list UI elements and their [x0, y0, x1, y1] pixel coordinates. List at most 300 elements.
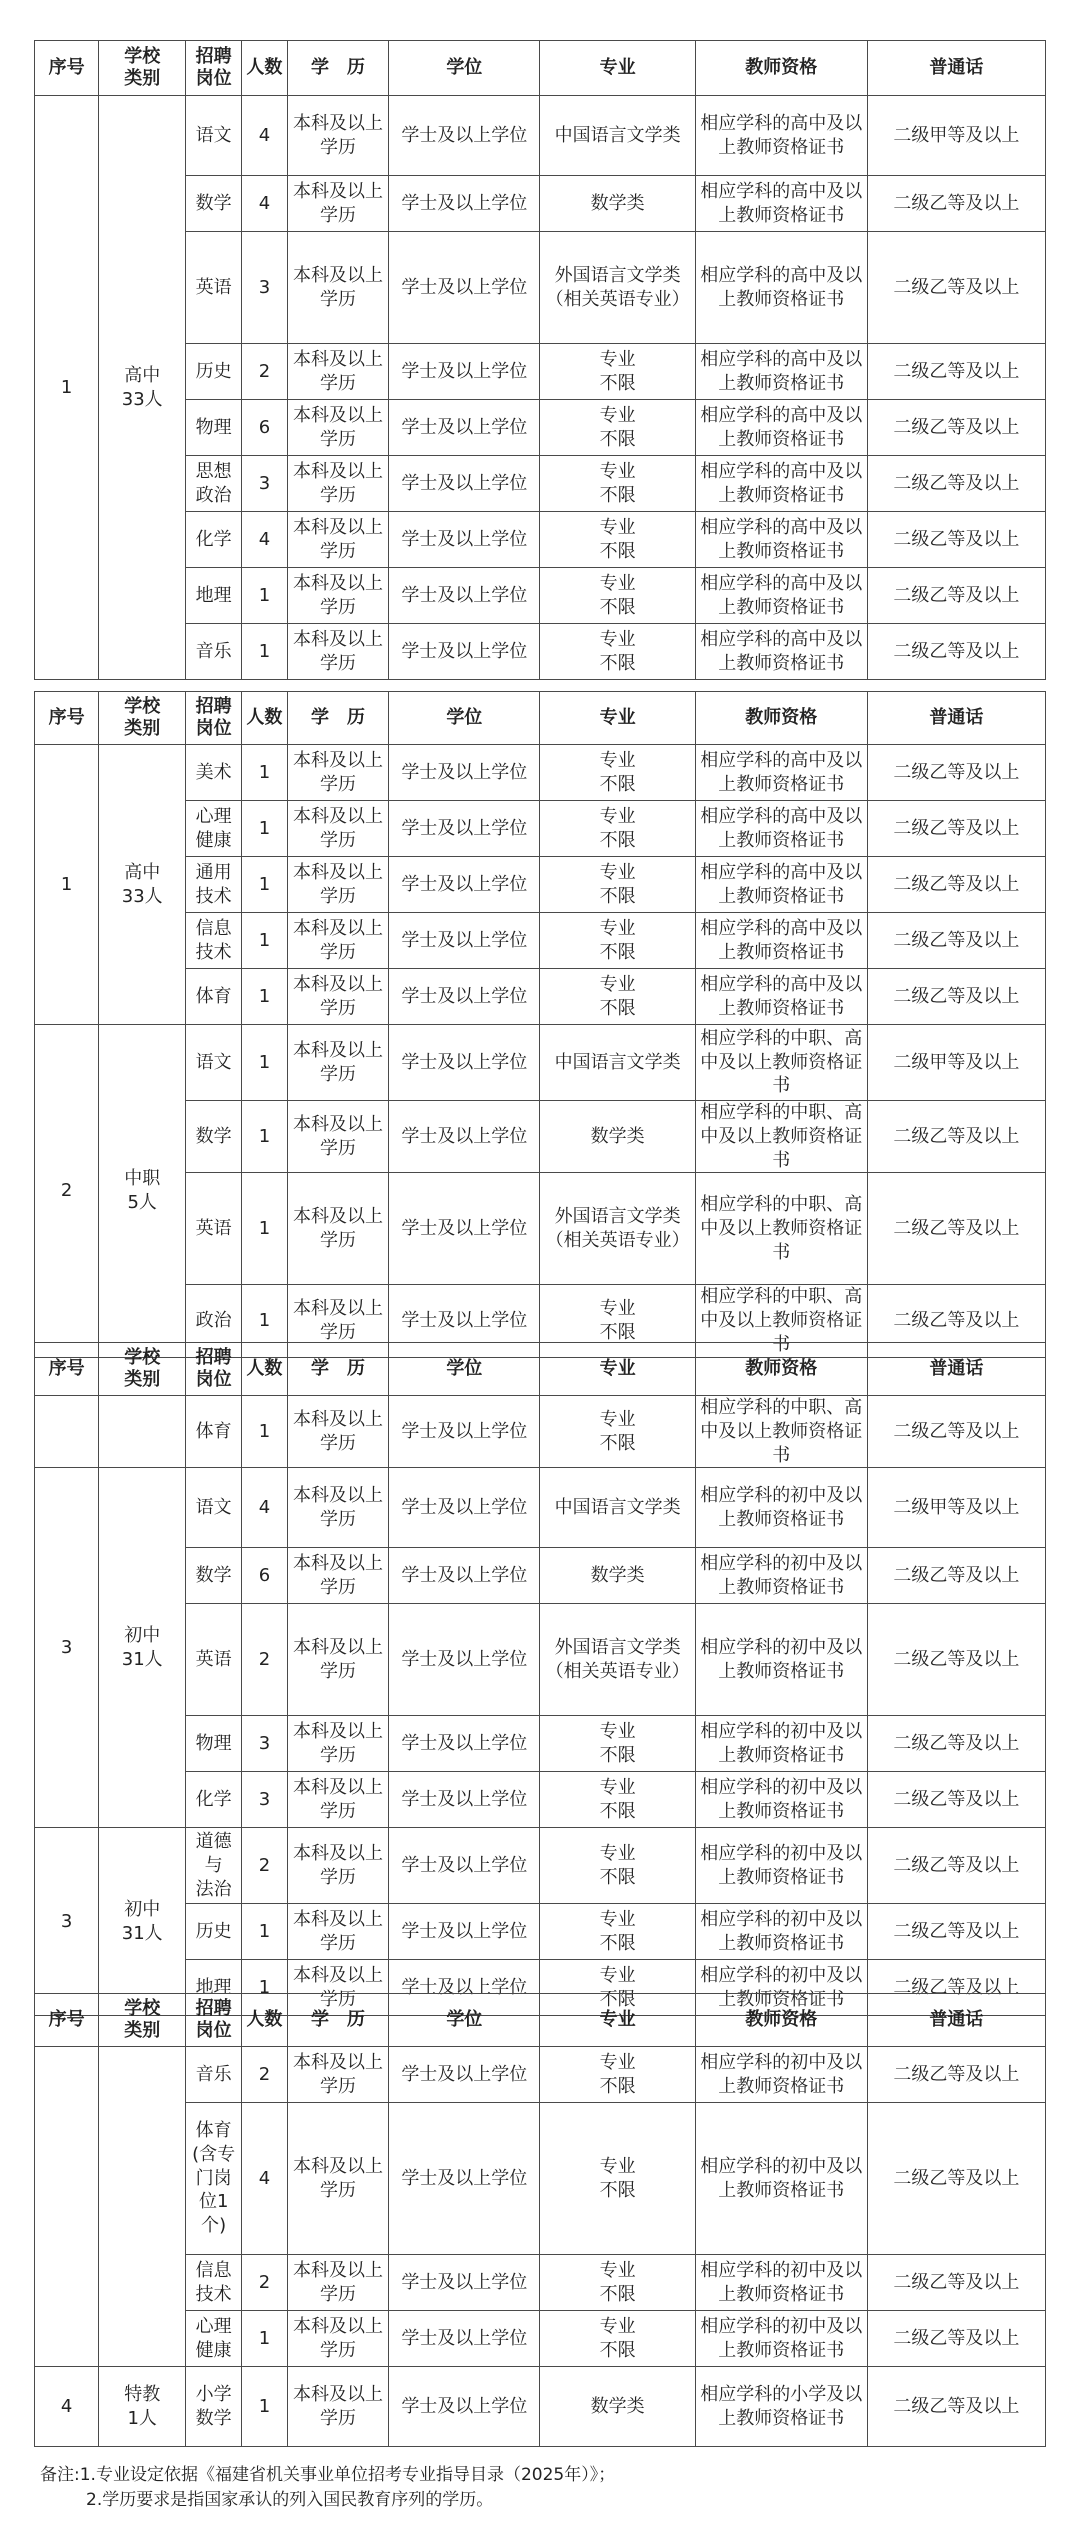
col-education-header: 学 历: [287, 1994, 389, 2047]
degree-cell: 学士及以上学位: [389, 913, 540, 969]
education-cell: 本科及以上学历: [287, 1716, 389, 1772]
certificate-cell: 相应学科的初中及以上教师资格证书: [695, 1468, 867, 1548]
certificate-cell: 相应学科的高中及以上教师资格证书: [695, 913, 867, 969]
certificate-cell: 相应学科的高中及以上教师资格证书: [695, 344, 867, 400]
table-row: [35, 1716, 1046, 1772]
count-cell: 6: [242, 400, 288, 456]
count-cell: 1: [242, 2311, 288, 2367]
education-cell: 本科及以上学历: [287, 624, 389, 680]
post-cell: 英语: [186, 1604, 242, 1716]
mandarin-cell: 二级甲等及以上: [867, 96, 1045, 176]
count-cell: 1: [242, 1960, 288, 2016]
post-cell: 体育: [186, 1396, 242, 1468]
education-cell: 本科及以上学历: [287, 232, 389, 344]
count-cell: 4: [242, 1468, 288, 1548]
mandarin-cell: 二级乙等及以上: [867, 1548, 1045, 1604]
certificate-cell: 相应学科的高中及以上教师资格证书: [695, 176, 867, 232]
major-cell: 专业 不限: [540, 1828, 695, 1904]
post-cell: 政治: [186, 1285, 242, 1357]
certificate-cell: 相应学科的初中及以上教师资格证书: [695, 2255, 867, 2311]
post-cell: 体育(含专门岗位1个): [186, 2103, 242, 2255]
mandarin-cell: 二级乙等及以上: [867, 2367, 1045, 2447]
degree-cell: 学士及以上学位: [389, 624, 540, 680]
major-cell: 数学类: [540, 2367, 695, 2447]
education-cell: 本科及以上学历: [287, 1285, 389, 1357]
count-cell: 2: [242, 2047, 288, 2103]
table-row: [35, 2311, 1046, 2367]
certificate-cell: 相应学科的中职、高中及以上教师资格证书: [695, 1173, 867, 1285]
degree-cell: 学士及以上学位: [389, 512, 540, 568]
post-cell: 信息技术: [186, 913, 242, 969]
count-cell: 3: [242, 1772, 288, 1828]
post-cell: 地理: [186, 568, 242, 624]
school-type-cell: 初中 31人: [99, 1468, 186, 1828]
degree-cell: 学士及以上学位: [389, 1173, 540, 1285]
col-mandarin-header: 普通话: [867, 1343, 1045, 1396]
col-seq-header: 序号: [35, 1994, 99, 2047]
post-cell: 音乐: [186, 2047, 242, 2103]
major-cell: 数学类: [540, 1548, 695, 1604]
note-line-1: 备注:1.专业设定依据《福建省机关事业单位招考专业指导目录（2025年）》；: [40, 2465, 616, 2485]
post-cell: 物理: [186, 400, 242, 456]
certificate-cell: 相应学科的初中及以上教师资格证书: [695, 2047, 867, 2103]
count-cell: 4: [242, 96, 288, 176]
mandarin-cell: 二级乙等及以上: [867, 1173, 1045, 1285]
degree-cell: 学士及以上学位: [389, 2255, 540, 2311]
certificate-cell: 相应学科的高中及以上教师资格证书: [695, 857, 867, 913]
table-section: [34, 691, 1046, 1358]
certificate-cell: 相应学科的高中及以上教师资格证书: [695, 745, 867, 801]
table-row: [35, 857, 1046, 913]
seq-cell: 2: [35, 1025, 99, 1358]
table-row: [35, 1101, 1046, 1173]
certificate-cell: 相应学科的高中及以上教师资格证书: [695, 232, 867, 344]
major-cell: 中国语言文学类: [540, 96, 695, 176]
table-row: [35, 512, 1046, 568]
table-row: [35, 568, 1046, 624]
count-cell: 6: [242, 1548, 288, 1604]
major-cell: 专业 不限: [540, 1396, 695, 1468]
col-degree-header: 学位: [389, 41, 540, 96]
mandarin-cell: 二级乙等及以上: [867, 344, 1045, 400]
certificate-cell: 相应学科的高中及以上教师资格证书: [695, 400, 867, 456]
post-cell: 音乐: [186, 624, 242, 680]
education-cell: 本科及以上学历: [287, 913, 389, 969]
table-section: [34, 40, 1046, 680]
table-row: [35, 745, 1046, 801]
count-cell: 1: [242, 913, 288, 969]
post-cell: 小学数学: [186, 2367, 242, 2447]
count-cell: 1: [242, 1173, 288, 1285]
count-cell: 1: [242, 568, 288, 624]
degree-cell: 学士及以上学位: [389, 2103, 540, 2255]
post-cell: 化学: [186, 1772, 242, 1828]
post-cell: 语文: [186, 1025, 242, 1101]
mandarin-cell: 二级乙等及以上: [867, 969, 1045, 1025]
degree-cell: 学士及以上学位: [389, 969, 540, 1025]
education-cell: 本科及以上学历: [287, 400, 389, 456]
col-seq-header: 序号: [35, 1343, 99, 1396]
major-cell: 专业 不限: [540, 801, 695, 857]
table-row: [35, 2047, 1046, 2103]
education-cell: 本科及以上学历: [287, 857, 389, 913]
education-cell: 本科及以上学历: [287, 1604, 389, 1716]
education-cell: 本科及以上学历: [287, 1025, 389, 1101]
col-school-type-header: 学校 类别: [99, 1343, 186, 1396]
mandarin-cell: 二级乙等及以上: [867, 745, 1045, 801]
degree-cell: 学士及以上学位: [389, 1604, 540, 1716]
footnote: [40, 2463, 615, 2513]
table-row: [35, 1025, 1046, 1101]
certificate-cell: 相应学科的初中及以上教师资格证书: [695, 1548, 867, 1604]
table-row: [35, 969, 1046, 1025]
post-cell: 物理: [186, 1716, 242, 1772]
education-cell: 本科及以上学历: [287, 969, 389, 1025]
table-row: [35, 1468, 1046, 1548]
mandarin-cell: 二级乙等及以上: [867, 176, 1045, 232]
certificate-cell: 相应学科的初中及以上教师资格证书: [695, 1960, 867, 2016]
certificate-cell: 相应学科的初中及以上教师资格证书: [695, 1904, 867, 1960]
degree-cell: 学士及以上学位: [389, 857, 540, 913]
count-cell: 1: [242, 1101, 288, 1173]
post-cell: 道德与 法治: [186, 1828, 242, 1904]
count-cell: 3: [242, 456, 288, 512]
education-cell: 本科及以上学历: [287, 1772, 389, 1828]
major-cell: 专业 不限: [540, 2311, 695, 2367]
post-cell: 信息 技术: [186, 2255, 242, 2311]
post-cell: 历史: [186, 1904, 242, 1960]
seq-cell: 3: [35, 1468, 99, 1828]
education-cell: 本科及以上学历: [287, 1468, 389, 1548]
table-row: [35, 344, 1046, 400]
degree-cell: 学士及以上学位: [389, 232, 540, 344]
school-type-cell: [99, 1396, 186, 1468]
col-post-header: 招聘 岗位: [186, 692, 242, 745]
mandarin-cell: 二级甲等及以上: [867, 1025, 1045, 1101]
col-count-header: 人数: [242, 692, 288, 745]
table-row: [35, 456, 1046, 512]
table-row: [35, 232, 1046, 344]
degree-cell: 学士及以上学位: [389, 1772, 540, 1828]
certificate-cell: 相应学科的中职、高中及以上教师资格证书: [695, 1025, 867, 1101]
mandarin-cell: 二级乙等及以上: [867, 2311, 1045, 2367]
table-row: [35, 2255, 1046, 2311]
school-type-cell: [99, 2047, 186, 2367]
mandarin-cell: 二级乙等及以上: [867, 913, 1045, 969]
col-education-header: 学 历: [287, 1343, 389, 1396]
degree-cell: 学士及以上学位: [389, 568, 540, 624]
certificate-cell: 相应学科的高中及以上教师资格证书: [695, 96, 867, 176]
major-cell: 专业 不限: [540, 2103, 695, 2255]
table-section: [34, 1342, 1046, 2016]
mandarin-cell: 二级乙等及以上: [867, 400, 1045, 456]
seq-cell: 1: [35, 96, 99, 680]
major-cell: 中国语言文学类: [540, 1025, 695, 1101]
education-cell: 本科及以上学历: [287, 1396, 389, 1468]
count-cell: 1: [242, 745, 288, 801]
mandarin-cell: 二级乙等及以上: [867, 1828, 1045, 1904]
post-cell: 体育: [186, 969, 242, 1025]
education-cell: 本科及以上学历: [287, 344, 389, 400]
education-cell: 本科及以上学历: [287, 801, 389, 857]
seq-cell: 4: [35, 2367, 99, 2447]
education-cell: 本科及以上学历: [287, 1101, 389, 1173]
degree-cell: 学士及以上学位: [389, 400, 540, 456]
col-school-type-header: 学校 类别: [99, 1994, 186, 2047]
degree-cell: 学士及以上学位: [389, 745, 540, 801]
count-cell: 4: [242, 512, 288, 568]
major-cell: 中国语言文学类: [540, 1468, 695, 1548]
table-row: [35, 2103, 1046, 2255]
major-cell: 专业 不限: [540, 2255, 695, 2311]
major-cell: 专业 不限: [540, 1960, 695, 2016]
seq-cell: 1: [35, 745, 99, 1025]
post-cell: 英语: [186, 232, 242, 344]
count-cell: 2: [242, 344, 288, 400]
col-school-type-header: 学校 类别: [99, 692, 186, 745]
major-cell: 专业 不限: [540, 1285, 695, 1357]
col-major-header: 专业: [540, 41, 695, 96]
post-cell: 心理 健康: [186, 2311, 242, 2367]
count-cell: 4: [242, 176, 288, 232]
post-cell: 思想 政治: [186, 456, 242, 512]
certificate-cell: 相应学科的初中及以上教师资格证书: [695, 1828, 867, 1904]
certificate-cell: 相应学科的初中及以上教师资格证书: [695, 1604, 867, 1716]
mandarin-cell: 二级乙等及以上: [867, 1772, 1045, 1828]
col-mandarin-header: 普通话: [867, 1994, 1045, 2047]
major-cell: 专业 不限: [540, 969, 695, 1025]
major-cell: 专业 不限: [540, 913, 695, 969]
mandarin-cell: 二级乙等及以上: [867, 1904, 1045, 1960]
mandarin-cell: 二级乙等及以上: [867, 512, 1045, 568]
degree-cell: 学士及以上学位: [389, 1285, 540, 1357]
post-cell: 数学: [186, 176, 242, 232]
degree-cell: 学士及以上学位: [389, 1468, 540, 1548]
certificate-cell: 相应学科的初中及以上教师资格证书: [695, 1716, 867, 1772]
col-seq-header: 序号: [35, 41, 99, 96]
post-cell: 地理: [186, 1960, 242, 2016]
degree-cell: 学士及以上学位: [389, 1904, 540, 1960]
education-cell: 本科及以上学历: [287, 1960, 389, 2016]
degree-cell: 学士及以上学位: [389, 1101, 540, 1173]
col-certificate-header: 教师资格: [695, 692, 867, 745]
col-post-header: 招聘 岗位: [186, 1994, 242, 2047]
table-row: [35, 2367, 1046, 2447]
major-cell: 专业 不限: [540, 1716, 695, 1772]
education-cell: 本科及以上学历: [287, 2311, 389, 2367]
table-section: [34, 1993, 1046, 2447]
header-row: [35, 1343, 1046, 1396]
col-school-type-header: 学校 类别: [99, 41, 186, 96]
school-type-cell: 高中 33人: [99, 96, 186, 680]
education-cell: 本科及以上学历: [287, 96, 389, 176]
count-cell: 1: [242, 1025, 288, 1101]
major-cell: 外国语言文学类（相关英语专业）: [540, 1604, 695, 1716]
post-cell: 数学: [186, 1548, 242, 1604]
education-cell: 本科及以上学历: [287, 1173, 389, 1285]
education-cell: 本科及以上学历: [287, 2255, 389, 2311]
post-cell: 数学: [186, 1101, 242, 1173]
header-row: [35, 692, 1046, 745]
education-cell: 本科及以上学历: [287, 456, 389, 512]
table-row: [35, 96, 1046, 176]
major-cell: 外国语言文学类（相关英语专业）: [540, 232, 695, 344]
major-cell: 专业 不限: [540, 1904, 695, 1960]
mandarin-cell: 二级乙等及以上: [867, 2255, 1045, 2311]
count-cell: 1: [242, 1285, 288, 1357]
count-cell: 1: [242, 624, 288, 680]
degree-cell: 学士及以上学位: [389, 1396, 540, 1468]
mandarin-cell: 二级乙等及以上: [867, 1101, 1045, 1173]
count-cell: 3: [242, 232, 288, 344]
certificate-cell: 相应学科的中职、高中及以上教师资格证书: [695, 1396, 867, 1468]
major-cell: 数学类: [540, 176, 695, 232]
mandarin-cell: 二级乙等及以上: [867, 232, 1045, 344]
seq-cell: 3: [35, 1828, 99, 2016]
mandarin-cell: 二级甲等及以上: [867, 1468, 1045, 1548]
col-degree-header: 学位: [389, 1343, 540, 1396]
col-post-header: 招聘 岗位: [186, 41, 242, 96]
col-certificate-header: 教师资格: [695, 1994, 867, 2047]
count-cell: 2: [242, 2255, 288, 2311]
table-row: [35, 1772, 1046, 1828]
col-degree-header: 学位: [389, 692, 540, 745]
degree-cell: 学士及以上学位: [389, 1548, 540, 1604]
table-row: [35, 1904, 1046, 1960]
degree-cell: 学士及以上学位: [389, 1828, 540, 1904]
degree-cell: 学士及以上学位: [389, 1025, 540, 1101]
seq-cell: [35, 1396, 99, 1468]
degree-cell: 学士及以上学位: [389, 2311, 540, 2367]
degree-cell: 学士及以上学位: [389, 2367, 540, 2447]
count-cell: 2: [242, 1604, 288, 1716]
mandarin-cell: 二级乙等及以上: [867, 857, 1045, 913]
degree-cell: 学士及以上学位: [389, 96, 540, 176]
col-education-header: 学 历: [287, 41, 389, 96]
major-cell: 专业 不限: [540, 568, 695, 624]
mandarin-cell: 二级乙等及以上: [867, 1604, 1045, 1716]
major-cell: 专业 不限: [540, 344, 695, 400]
major-cell: 专业 不限: [540, 400, 695, 456]
post-cell: 通用 技术: [186, 857, 242, 913]
mandarin-cell: 二级乙等及以上: [867, 2047, 1045, 2103]
major-cell: 外国语言文学类（相关英语专业）: [540, 1173, 695, 1285]
col-count-header: 人数: [242, 41, 288, 96]
mandarin-cell: 二级乙等及以上: [867, 801, 1045, 857]
col-certificate-header: 教师资格: [695, 41, 867, 96]
note-line-2: 2.学历要求是指国家承认的列入国民教育序列的学历。: [86, 2490, 494, 2510]
col-post-header: 招聘 岗位: [186, 1343, 242, 1396]
degree-cell: 学士及以上学位: [389, 1960, 540, 2016]
mandarin-cell: 二级乙等及以上: [867, 568, 1045, 624]
post-cell: 语文: [186, 1468, 242, 1548]
mandarin-cell: 二级乙等及以上: [867, 1285, 1045, 1357]
header-row: [35, 41, 1046, 96]
col-count-header: 人数: [242, 1994, 288, 2047]
degree-cell: 学士及以上学位: [389, 176, 540, 232]
school-type-cell: 特教 1人: [99, 2367, 186, 2447]
certificate-cell: 相应学科的初中及以上教师资格证书: [695, 1772, 867, 1828]
count-cell: 1: [242, 801, 288, 857]
education-cell: 本科及以上学历: [287, 1904, 389, 1960]
table-row: [35, 624, 1046, 680]
certificate-cell: 相应学科的中职、高中及以上教师资格证书: [695, 1101, 867, 1173]
col-certificate-header: 教师资格: [695, 1343, 867, 1396]
count-cell: 1: [242, 969, 288, 1025]
certificate-cell: 相应学科的高中及以上教师资格证书: [695, 456, 867, 512]
seq-cell: [35, 2047, 99, 2367]
degree-cell: 学士及以上学位: [389, 456, 540, 512]
count-cell: 1: [242, 857, 288, 913]
post-cell: 语文: [186, 96, 242, 176]
major-cell: 专业 不限: [540, 512, 695, 568]
certificate-cell: 相应学科的高中及以上教师资格证书: [695, 969, 867, 1025]
col-seq-header: 序号: [35, 692, 99, 745]
col-major-header: 专业: [540, 692, 695, 745]
major-cell: 专业 不限: [540, 2047, 695, 2103]
post-cell: 美术: [186, 745, 242, 801]
count-cell: 1: [242, 1396, 288, 1468]
table-row: [35, 400, 1046, 456]
certificate-cell: 相应学科的中职、高中及以上教师资格证书: [695, 1285, 867, 1357]
degree-cell: 学士及以上学位: [389, 2047, 540, 2103]
count-cell: 4: [242, 2103, 288, 2255]
mandarin-cell: 二级乙等及以上: [867, 1716, 1045, 1772]
certificate-cell: 相应学科的高中及以上教师资格证书: [695, 568, 867, 624]
major-cell: 专业 不限: [540, 857, 695, 913]
count-cell: 1: [242, 1904, 288, 1960]
col-mandarin-header: 普通话: [867, 41, 1045, 96]
col-major-header: 专业: [540, 1343, 695, 1396]
certificate-cell: 相应学科的初中及以上教师资格证书: [695, 2311, 867, 2367]
certificate-cell: 相应学科的高中及以上教师资格证书: [695, 624, 867, 680]
mandarin-cell: 二级乙等及以上: [867, 624, 1045, 680]
col-education-header: 学 历: [287, 692, 389, 745]
education-cell: 本科及以上学历: [287, 1548, 389, 1604]
count-cell: 2: [242, 1828, 288, 1904]
mandarin-cell: 二级乙等及以上: [867, 1396, 1045, 1468]
education-cell: 本科及以上学历: [287, 2103, 389, 2255]
table-row: [35, 801, 1046, 857]
table-row: [35, 913, 1046, 969]
count-cell: 1: [242, 2367, 288, 2447]
mandarin-cell: 二级乙等及以上: [867, 456, 1045, 512]
count-cell: 3: [242, 1716, 288, 1772]
table-row: [35, 1828, 1046, 1904]
post-cell: 历史: [186, 344, 242, 400]
major-cell: 专业 不限: [540, 745, 695, 801]
certificate-cell: 相应学科的初中及以上教师资格证书: [695, 2103, 867, 2255]
certificate-cell: 相应学科的高中及以上教师资格证书: [695, 801, 867, 857]
major-cell: 数学类: [540, 1101, 695, 1173]
education-cell: 本科及以上学历: [287, 176, 389, 232]
col-major-header: 专业: [540, 1994, 695, 2047]
certificate-cell: 相应学科的小学及以上教师资格证书: [695, 2367, 867, 2447]
degree-cell: 学士及以上学位: [389, 1716, 540, 1772]
education-cell: 本科及以上学历: [287, 1828, 389, 1904]
major-cell: 专业 不限: [540, 456, 695, 512]
degree-cell: 学士及以上学位: [389, 344, 540, 400]
school-type-cell: 中职 5人: [99, 1025, 186, 1358]
mandarin-cell: 二级乙等及以上: [867, 2103, 1045, 2255]
col-degree-header: 学位: [389, 1994, 540, 2047]
certificate-cell: 相应学科的高中及以上教师资格证书: [695, 512, 867, 568]
major-cell: 专业 不限: [540, 624, 695, 680]
post-cell: 英语: [186, 1173, 242, 1285]
table-row: [35, 1548, 1046, 1604]
table-row: [35, 1173, 1046, 1285]
school-type-cell: 高中 33人: [99, 745, 186, 1025]
